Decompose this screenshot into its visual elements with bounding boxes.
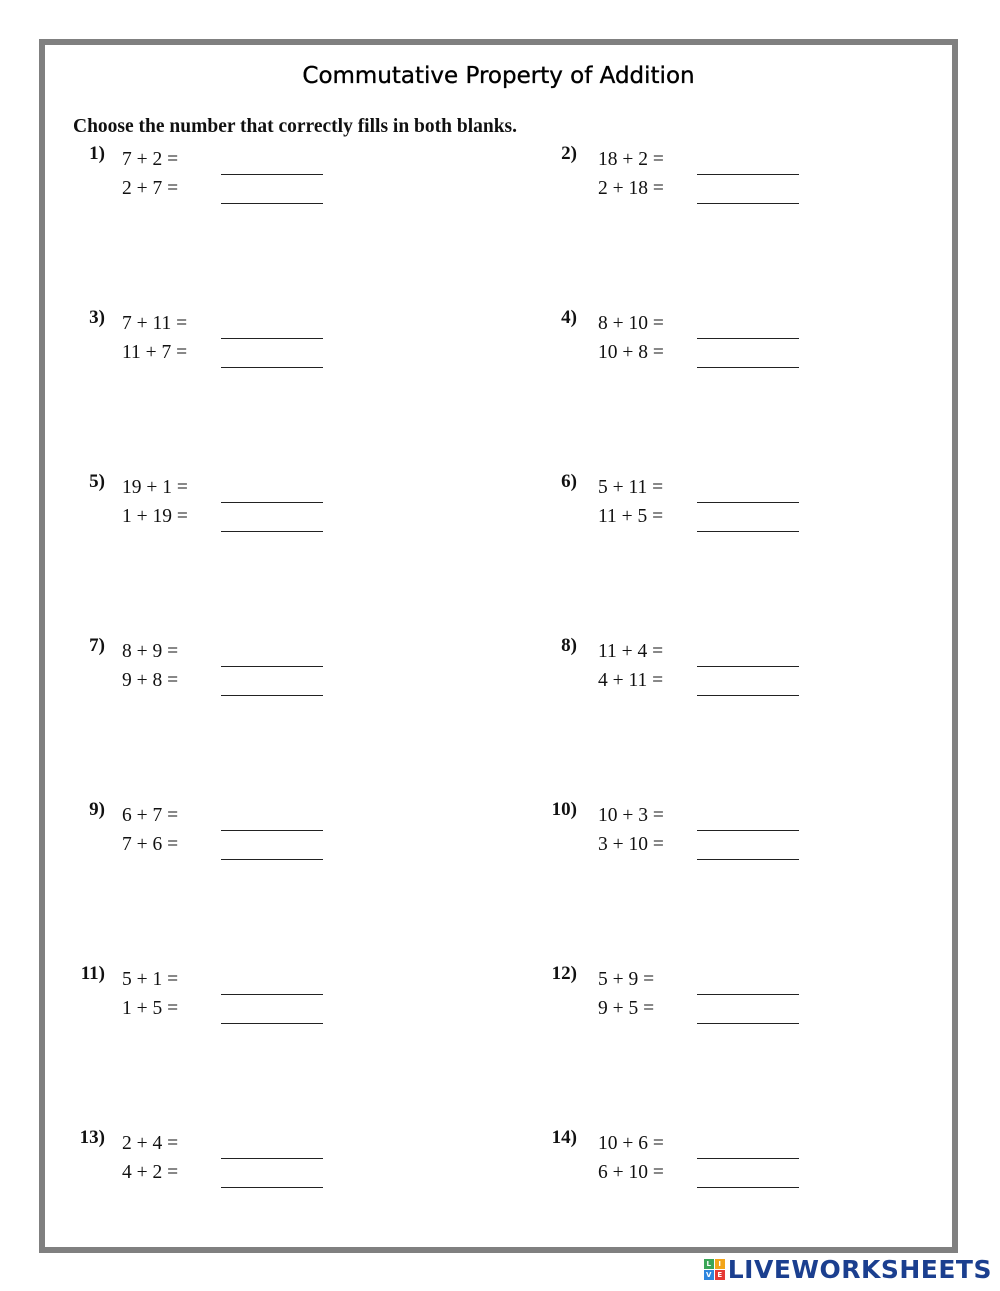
answer-blank[interactable]: [697, 830, 799, 831]
liveworksheets-logo: [704, 1255, 992, 1284]
answer-blank[interactable]: [221, 666, 323, 667]
equation-line-1: 2 + 4 =: [122, 1133, 179, 1154]
problem-number: 13): [79, 1127, 105, 1148]
problem-item: [521, 963, 951, 1033]
problem-number: 12): [551, 963, 577, 984]
equation-line-1: 18 + 2 =: [598, 149, 664, 170]
equation-line-2: 1 + 19 =: [122, 506, 188, 527]
worksheet-frame: [39, 39, 958, 1253]
equation-line-2: 10 + 8 =: [598, 342, 664, 363]
answer-blank[interactable]: [221, 1158, 323, 1159]
answer-blank[interactable]: [221, 830, 323, 831]
equation-line-2: 2 + 18 =: [598, 178, 664, 199]
answer-blank[interactable]: [697, 203, 799, 204]
problem-item: [521, 307, 951, 377]
logo-letter: I: [715, 1259, 725, 1269]
equation-line-1: 10 + 6 =: [598, 1133, 664, 1154]
problem-item: [521, 143, 951, 213]
equation-line-2: 9 + 5 =: [598, 998, 655, 1019]
problem-number: 2): [561, 143, 577, 164]
equation-line-1: 10 + 3 =: [598, 805, 664, 826]
problem-item: [45, 799, 475, 869]
equation-line-1: 19 + 1 =: [122, 477, 188, 498]
answer-blank[interactable]: [697, 338, 799, 339]
problem-item: [45, 963, 475, 1033]
answer-blank[interactable]: [697, 1023, 799, 1024]
problem-item: [45, 635, 475, 705]
problem-item: [45, 143, 475, 213]
answer-blank[interactable]: [697, 695, 799, 696]
answer-blank[interactable]: [697, 994, 799, 995]
equation-line-2: 7 + 6 =: [122, 834, 179, 855]
equation-line-1: 6 + 7 =: [122, 805, 179, 826]
problem-item: [521, 799, 951, 869]
equation-line-1: 11 + 4 =: [598, 641, 664, 662]
problem-item: [521, 471, 951, 541]
answer-blank[interactable]: [221, 367, 323, 368]
answer-blank[interactable]: [221, 531, 323, 532]
problem-number: 9): [89, 799, 105, 820]
liveworksheets-icon: [704, 1259, 725, 1280]
instructions: Choose the number that correctly fills in both blanks.: [73, 116, 518, 137]
answer-blank[interactable]: [221, 859, 323, 860]
answer-blank[interactable]: [697, 502, 799, 503]
problem-item: [521, 635, 951, 705]
answer-blank[interactable]: [221, 502, 323, 503]
equation-line-1: 7 + 2 =: [122, 149, 179, 170]
equation-line-1: 5 + 1 =: [122, 969, 179, 990]
answer-blank[interactable]: [697, 859, 799, 860]
brand-text: LIVEWORKSHEETS: [727, 1255, 992, 1284]
equation-line-2: 4 + 2 =: [122, 1162, 179, 1183]
answer-blank[interactable]: [697, 174, 799, 175]
equation-line-1: 7 + 11 =: [122, 313, 188, 334]
problem-number: 14): [551, 1127, 577, 1148]
problem-item: [521, 1127, 951, 1197]
answer-blank[interactable]: [697, 1158, 799, 1159]
problem-number: 1): [89, 143, 105, 164]
problem-number: 3): [89, 307, 105, 328]
answer-blank[interactable]: [221, 174, 323, 175]
equation-line-2: 11 + 7 =: [122, 342, 188, 363]
problem-number: 4): [561, 307, 577, 328]
problem-item: [45, 1127, 475, 1197]
equation-line-1: 5 + 9 =: [598, 969, 655, 990]
answer-blank[interactable]: [221, 203, 323, 204]
equation-line-1: 8 + 9 =: [122, 641, 179, 662]
answer-blank[interactable]: [221, 1023, 323, 1024]
equation-line-2: 4 + 11 =: [598, 670, 664, 691]
problem-number: 8): [561, 635, 577, 656]
answer-blank[interactable]: [221, 994, 323, 995]
problem-item: [45, 307, 475, 377]
equation-line-2: 6 + 10 =: [598, 1162, 664, 1183]
page-title: Commutative Property of Addition: [302, 63, 695, 89]
answer-blank[interactable]: [697, 367, 799, 368]
problem-number: 5): [89, 471, 105, 492]
problem-number: 11): [80, 963, 105, 984]
equation-line-2: 1 + 5 =: [122, 998, 179, 1019]
answer-blank[interactable]: [697, 1187, 799, 1188]
equation-line-2: 9 + 8 =: [122, 670, 179, 691]
answer-blank[interactable]: [697, 531, 799, 532]
problem-number: 6): [561, 471, 577, 492]
answer-blank[interactable]: [221, 695, 323, 696]
logo-letter: V: [704, 1270, 714, 1280]
problem-item: [45, 471, 475, 541]
equation-line-2: 3 + 10 =: [598, 834, 664, 855]
answer-blank[interactable]: [221, 338, 323, 339]
problem-number: 10): [551, 799, 577, 820]
equation-line-1: 5 + 11 =: [598, 477, 664, 498]
answer-blank[interactable]: [221, 1187, 323, 1188]
equation-line-1: 8 + 10 =: [598, 313, 664, 334]
problem-number: 7): [89, 635, 105, 656]
logo-letter: E: [715, 1270, 725, 1280]
answer-blank[interactable]: [697, 666, 799, 667]
logo-letter: L: [704, 1259, 714, 1269]
equation-line-2: 2 + 7 =: [122, 178, 179, 199]
equation-line-2: 11 + 5 =: [598, 506, 664, 527]
